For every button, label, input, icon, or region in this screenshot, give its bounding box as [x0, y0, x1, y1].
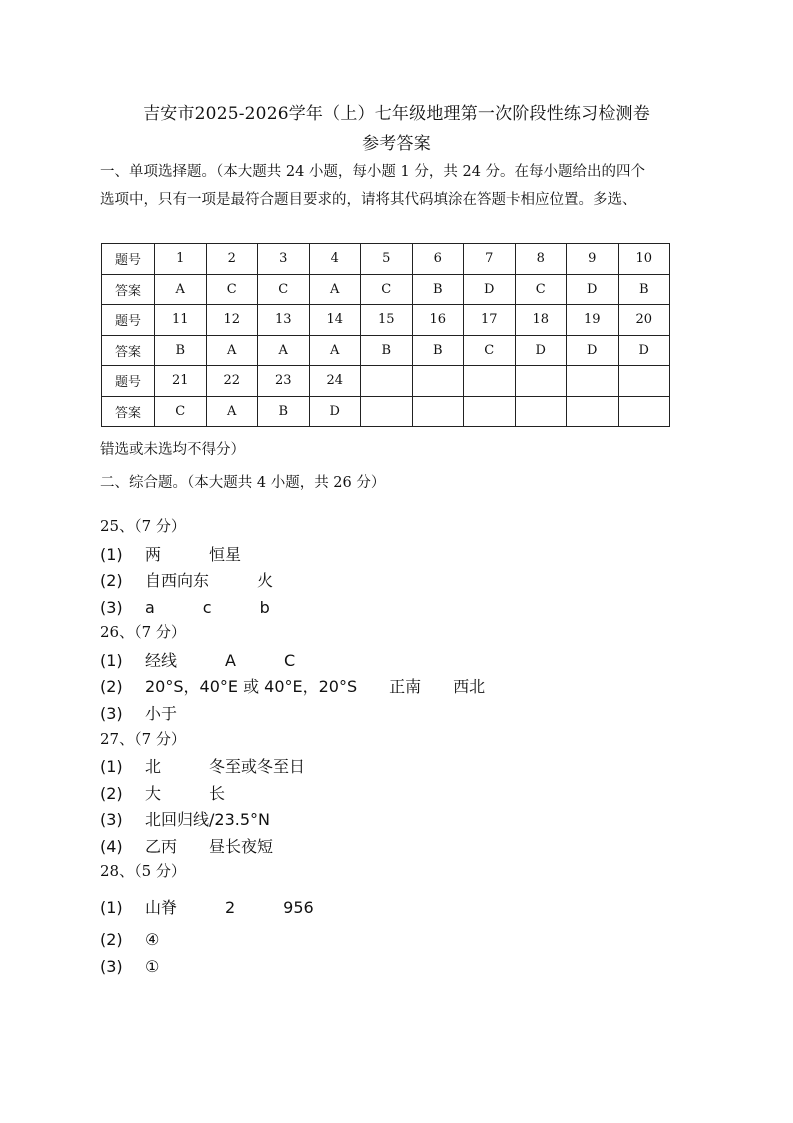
answer-cell: A [206, 335, 258, 366]
answer-line [100, 930, 159, 949]
subquestion-number: (2) [100, 571, 123, 590]
answer-cell: B [361, 335, 413, 366]
question-number-cell: 8 [515, 244, 567, 275]
section1-line1: 一、单项选择题。（本大题共 24 小题，每小题 1 分，共 24 分。在每小题给出的四个 [100, 164, 646, 180]
answer-cell [464, 396, 516, 427]
question-number-cell: 12 [206, 305, 258, 336]
question-number-cell: 9 [567, 244, 619, 275]
question-number-cell: 16 [412, 305, 464, 336]
subquestion-number: (1) [100, 545, 123, 564]
subquestion-number: (2) [100, 930, 123, 949]
answer-cell: B [155, 335, 207, 366]
question-number-cell: 3 [258, 244, 310, 275]
subquestion-number: (1) [100, 757, 123, 776]
answer-cell: C [464, 335, 516, 366]
question-number-cell: 7 [464, 244, 516, 275]
answer-row [102, 396, 670, 427]
question-number-cell [361, 366, 413, 397]
answer-text: 山脊 2 956 [145, 898, 314, 917]
answer-text: 20°S，40°E 或 40°E，20°S 正南 西北 [145, 677, 486, 696]
subquestion-number: (3) [100, 598, 123, 617]
subquestion-number: (2) [100, 677, 123, 696]
answer-cell: C [155, 396, 207, 427]
subquestion-number: (3) [100, 957, 123, 976]
question-heading: 26、（7 分） [100, 623, 186, 641]
answer-line [100, 754, 305, 777]
question-number-cell: 11 [155, 305, 207, 336]
subquestion-number: (1) [100, 898, 123, 917]
question-number-cell [464, 366, 516, 397]
subquestion-number: (3) [100, 810, 123, 829]
question-number-cell: 6 [412, 244, 464, 275]
answer-cell [361, 396, 413, 427]
section1-instructions [100, 158, 645, 214]
question-heading: 28、（5 分） [100, 862, 186, 880]
question-number-cell: 14 [309, 305, 361, 336]
answer-line [100, 542, 241, 565]
answer-text: 经线 A C [145, 651, 296, 670]
question-number-cell: 1 [155, 244, 207, 275]
answer-line [100, 781, 225, 804]
answer-cell: D [618, 335, 670, 366]
subquestion-number: (3) [100, 704, 123, 723]
answer-cell: C [206, 274, 258, 305]
answer-text: a c b [145, 598, 270, 617]
answer-text: 小于 [145, 704, 178, 723]
answer-text: 大 长 [145, 784, 226, 803]
answer-line [100, 648, 295, 671]
answer-cell: C [258, 274, 310, 305]
subquestion-number: (1) [100, 651, 123, 670]
answer-cell: D [464, 274, 516, 305]
question-number-cell: 22 [206, 366, 258, 397]
question-number-cell [618, 366, 670, 397]
question-number-cell: 24 [309, 366, 361, 397]
answer-cell: B [412, 335, 464, 366]
question-number-cell [412, 366, 464, 397]
question-number-row [102, 305, 670, 336]
section2-heading: 二、综合题。（本大题共 4 小题，共 26 分） [100, 475, 386, 491]
answer-line [100, 701, 177, 724]
question-number-cell: 5 [361, 244, 413, 275]
question-number-cell: 10 [618, 244, 670, 275]
row-label: 答案 [102, 396, 155, 427]
question-number-cell: 23 [258, 366, 310, 397]
answer-text: 北 冬至或冬至日 [145, 757, 306, 776]
question-number-cell [515, 366, 567, 397]
answer-cell: C [515, 274, 567, 305]
answer-cell [567, 396, 619, 427]
document-subtitle: 参考答案 [362, 134, 431, 154]
answer-text: ④ [145, 930, 160, 949]
answer-line [100, 895, 314, 918]
subquestion-number: (2) [100, 784, 123, 803]
row-label: 题号 [102, 244, 155, 275]
answer-table [101, 243, 670, 427]
answer-cell [412, 396, 464, 427]
section1-line2: 选项中，只有一项是最符合题目要求的，请将其代码填涂在答题卡相应位置。多选、 [100, 192, 637, 208]
answer-row [102, 335, 670, 366]
question-number-row [102, 244, 670, 275]
row-label: 题号 [102, 366, 155, 397]
answer-cell: B [412, 274, 464, 305]
answer-cell: D [567, 274, 619, 305]
question-number-cell: 17 [464, 305, 516, 336]
answer-text: 两 恒星 [145, 545, 242, 564]
answer-line [100, 957, 159, 976]
answer-cell: A [206, 396, 258, 427]
answer-line [100, 674, 485, 697]
answer-cell: B [618, 274, 670, 305]
answer-line [100, 807, 270, 830]
question-number-cell: 13 [258, 305, 310, 336]
answer-cell [618, 396, 670, 427]
answer-line [100, 834, 273, 857]
question-heading: 27、（7 分） [100, 730, 186, 748]
question-number-cell: 21 [155, 366, 207, 397]
question-heading: 25、（7 分） [100, 517, 186, 535]
answer-cell: A [309, 335, 361, 366]
question-number-cell: 20 [618, 305, 670, 336]
question-number-cell: 18 [515, 305, 567, 336]
answer-cell: A [155, 274, 207, 305]
answer-cell: D [515, 335, 567, 366]
answer-cell: A [309, 274, 361, 305]
answer-cell: D [567, 335, 619, 366]
row-label: 答案 [102, 335, 155, 366]
answer-row [102, 274, 670, 305]
question-number-cell [567, 366, 619, 397]
row-label: 答案 [102, 274, 155, 305]
answer-line [100, 568, 273, 591]
answer-cell: D [309, 396, 361, 427]
answer-cell: C [361, 274, 413, 305]
answer-text: 北回归线/23.5°N [145, 810, 270, 829]
answer-line [100, 595, 270, 618]
question-number-row [102, 366, 670, 397]
answer-text: 自西向东 火 [145, 571, 274, 590]
question-number-cell: 19 [567, 305, 619, 336]
answer-cell [515, 396, 567, 427]
document-title: 吉安市2025-2026学年（上）七年级地理第一次阶段性练习检测卷 [143, 104, 650, 124]
row-label: 题号 [102, 305, 155, 336]
question-number-cell: 4 [309, 244, 361, 275]
answer-text: 乙丙 昼长夜短 [145, 837, 274, 856]
answer-text: ① [145, 957, 160, 976]
subquestion-number: (4) [100, 837, 123, 856]
question-number-cell: 15 [361, 305, 413, 336]
answer-cell: B [258, 396, 310, 427]
section1-line3: 错选或未选均不得分） [100, 442, 245, 458]
question-number-cell: 2 [206, 244, 258, 275]
answer-cell: A [258, 335, 310, 366]
